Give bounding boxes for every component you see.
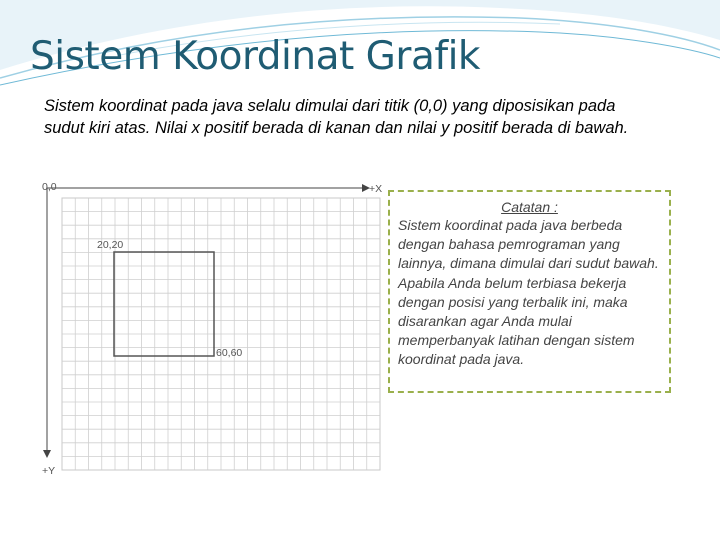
rect-top-left-label: 20,20	[97, 239, 124, 251]
note-box	[388, 190, 671, 393]
x-axis-label: +X	[369, 183, 383, 195]
slide-title: Sistem Koordinat Grafik	[30, 34, 480, 79]
note-title: Catatan :	[501, 199, 558, 215]
y-axis-label: +Y	[42, 465, 56, 477]
y-axis-arrow-icon	[43, 450, 51, 458]
note-body: Sistem koordinat pada java berbeda dengan bahasa pemrograman yang lainnya, dimana dimulai dari sudut bawah. Apabila Anda belum terbiasa bekerja dengan posisi yang terbalik ini, maka disarankan agar Anda mulai memperbanyak latihan dengan sistem koordinat pada java.	[398, 217, 659, 368]
rect-bottom-right-label: 60,60	[216, 347, 243, 359]
origin-label: 0,0	[42, 181, 57, 193]
intro-text: Sistem koordinat pada java selalu dimulai dari titik (0,0) yang diposisikan pada sudut kiri atas. Nilai x positif berada di kanan dan nilai y positif berada di bawah.	[44, 97, 629, 137]
coordinate-figure	[36, 178, 386, 478]
